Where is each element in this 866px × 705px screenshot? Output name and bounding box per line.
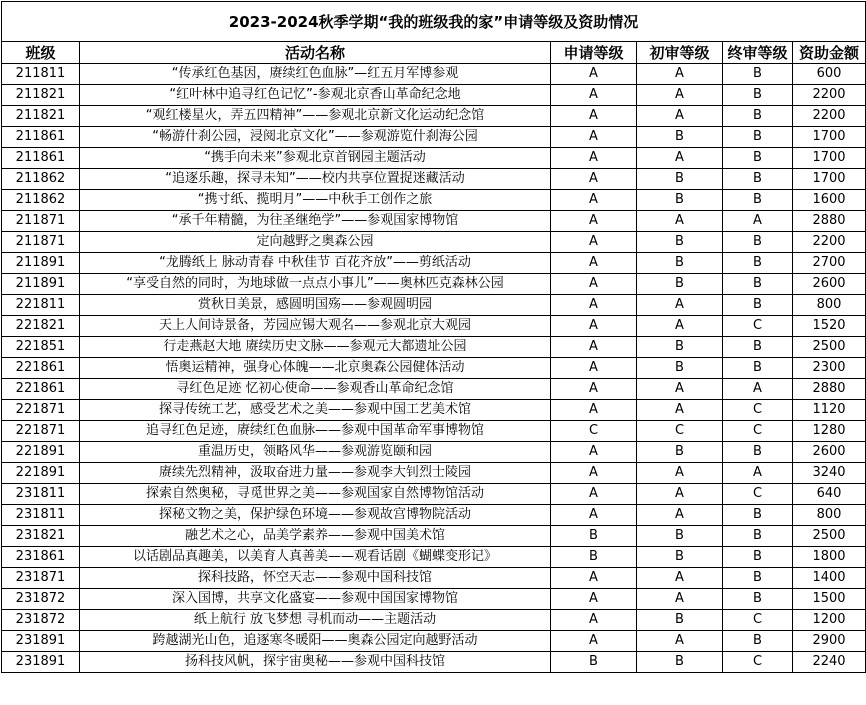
cell-final-review-level[interactable]: B xyxy=(723,442,793,463)
cell-apply-level[interactable]: A xyxy=(551,211,637,232)
cell-funding-amount[interactable]: 2600 xyxy=(793,442,866,463)
cell-first-review-level[interactable]: B xyxy=(637,127,723,148)
table-row xyxy=(2,190,866,211)
cell-apply-level[interactable]: A xyxy=(551,295,637,316)
cell-apply-level[interactable]: A xyxy=(551,127,637,148)
cell-class[interactable]: 231861 xyxy=(2,547,80,568)
cell-class[interactable]: 231872 xyxy=(2,610,80,631)
cell-final-review-level[interactable]: A xyxy=(723,379,793,400)
cell-first-review-level[interactable]: A xyxy=(637,631,723,652)
cell-funding-amount[interactable]: 2900 xyxy=(793,631,866,652)
cell-funding-amount[interactable]: 600 xyxy=(793,64,866,85)
table-row xyxy=(2,148,866,169)
cell-final-review-level[interactable]: B xyxy=(723,505,793,526)
cell-first-review-level[interactable]: C xyxy=(637,421,723,442)
cell-apply-level[interactable]: A xyxy=(551,274,637,295)
cell-final-review-level[interactable]: A xyxy=(723,211,793,232)
cell-activity-name[interactable]: “传承红色基因，赓续红色血脉”—红五月军博参观 xyxy=(80,64,551,85)
cell-funding-amount[interactable]: 2200 xyxy=(793,106,866,127)
cell-final-review-level[interactable]: B xyxy=(723,337,793,358)
cell-first-review-level[interactable]: B xyxy=(637,526,723,547)
cell-class[interactable]: 211891 xyxy=(2,274,80,295)
cell-apply-level[interactable]: B xyxy=(551,526,637,547)
cell-funding-amount[interactable]: 1400 xyxy=(793,568,866,589)
cell-first-review-level[interactable]: A xyxy=(637,64,723,85)
cell-final-review-level[interactable]: B xyxy=(723,547,793,568)
cell-final-review-level[interactable]: B xyxy=(723,106,793,127)
cell-apply-level[interactable]: A xyxy=(551,610,637,631)
cell-first-review-level[interactable]: A xyxy=(637,316,723,337)
cell-final-review-level[interactable]: C xyxy=(723,610,793,631)
table-row xyxy=(2,568,866,589)
cell-final-review-level[interactable]: C xyxy=(723,400,793,421)
cell-activity-name[interactable]: 探秘文物之美，保护绿色环境——参观故宫博物院活动 xyxy=(80,505,551,526)
cell-class[interactable]: 221861 xyxy=(2,358,80,379)
cell-class[interactable]: 211862 xyxy=(2,169,80,190)
cell-funding-amount[interactable]: 1700 xyxy=(793,127,866,148)
table-row xyxy=(2,106,866,127)
cell-class[interactable]: 211871 xyxy=(2,232,80,253)
table-row xyxy=(2,442,866,463)
cell-activity-name[interactable]: 定向越野之奥森公园 xyxy=(80,232,551,253)
cell-first-review-level[interactable]: B xyxy=(637,274,723,295)
table-row xyxy=(2,295,866,316)
cell-final-review-level[interactable]: B xyxy=(723,631,793,652)
cell-apply-level[interactable]: A xyxy=(551,232,637,253)
cell-final-review-level[interactable]: B xyxy=(723,568,793,589)
cell-first-review-level[interactable]: A xyxy=(637,295,723,316)
cell-first-review-level[interactable]: B xyxy=(637,169,723,190)
cell-apply-level[interactable]: A xyxy=(551,442,637,463)
cell-final-review-level[interactable]: C xyxy=(723,652,793,673)
cell-class[interactable]: 211862 xyxy=(2,190,80,211)
cell-first-review-level[interactable]: B xyxy=(637,547,723,568)
table-row xyxy=(2,484,866,505)
cell-first-review-level[interactable]: A xyxy=(637,505,723,526)
cell-activity-name[interactable]: 以话剧品真趣美，以美育人真善美——观看话剧《蝴蝶变形记》 xyxy=(80,547,551,568)
cell-activity-name[interactable]: 扬科技风帆，探宇宙奥秘——参观中国科技馆 xyxy=(80,652,551,673)
cell-activity-name[interactable]: “追逐乐趣，探寻未知”——校内共享位置捉迷藏活动 xyxy=(80,169,551,190)
cell-funding-amount[interactable]: 1280 xyxy=(793,421,866,442)
cell-funding-amount[interactable]: 1700 xyxy=(793,148,866,169)
cell-funding-amount[interactable]: 2240 xyxy=(793,652,866,673)
table-row xyxy=(2,211,866,232)
table-row xyxy=(2,64,866,85)
cell-funding-amount[interactable]: 1500 xyxy=(793,589,866,610)
cell-activity-name[interactable]: “龙腾纸上 脉动青春 中秋佳节 百花齐放”——剪纸活动 xyxy=(80,253,551,274)
cell-activity-name[interactable]: 跨越湖光山色，追逐寒冬暖阳——奥森公园定向越野活动 xyxy=(80,631,551,652)
cell-first-review-level[interactable]: B xyxy=(637,442,723,463)
cell-activity-name[interactable]: 探寻传统工艺，感受艺术之美——参观中国工艺美术馆 xyxy=(80,400,551,421)
header-apply-level[interactable]: 申请等级 xyxy=(551,42,637,64)
table-row xyxy=(2,316,866,337)
cell-apply-level[interactable]: A xyxy=(551,316,637,337)
cell-funding-amount[interactable]: 1600 xyxy=(793,190,866,211)
cell-apply-level[interactable]: A xyxy=(551,64,637,85)
cell-funding-amount[interactable]: 2500 xyxy=(793,337,866,358)
cell-class[interactable]: 231821 xyxy=(2,526,80,547)
cell-activity-name[interactable]: 赓续先烈精神，汲取奋进力量——参观李大钊烈士陵园 xyxy=(80,463,551,484)
cell-funding-amount[interactable]: 1700 xyxy=(793,169,866,190)
cell-final-review-level[interactable]: B xyxy=(723,253,793,274)
cell-apply-level[interactable]: A xyxy=(551,148,637,169)
cell-activity-name[interactable]: 行走燕赵大地 赓续历史文脉——参观元大都遗址公园 xyxy=(80,337,551,358)
cell-activity-name[interactable]: “享受自然的同时，为地球做一点点小事儿”——奥林匹克森林公园 xyxy=(80,274,551,295)
table-row xyxy=(2,85,866,106)
cell-activity-name[interactable]: 追寻红色足迹，赓续红色血脉——参观中国革命军事博物馆 xyxy=(80,421,551,442)
cell-activity-name[interactable]: 赏秋日美景，感圆明国殇——参观圆明园 xyxy=(80,295,551,316)
table-row xyxy=(2,400,866,421)
cell-first-review-level[interactable]: B xyxy=(637,253,723,274)
cell-first-review-level[interactable]: B xyxy=(637,190,723,211)
cell-class[interactable]: 211821 xyxy=(2,106,80,127)
cell-apply-level[interactable]: A xyxy=(551,505,637,526)
table-row xyxy=(2,169,866,190)
cell-final-review-level[interactable]: B xyxy=(723,85,793,106)
cell-apply-level[interactable]: A xyxy=(551,169,637,190)
table-row xyxy=(2,253,866,274)
cell-final-review-level[interactable]: A xyxy=(723,463,793,484)
cell-final-review-level[interactable]: C xyxy=(723,421,793,442)
cell-first-review-level[interactable]: A xyxy=(637,568,723,589)
cell-apply-level[interactable]: A xyxy=(551,337,637,358)
cell-class[interactable]: 211871 xyxy=(2,211,80,232)
cell-class[interactable]: 221891 xyxy=(2,442,80,463)
cell-funding-amount[interactable]: 2300 xyxy=(793,358,866,379)
cell-first-review-level[interactable]: A xyxy=(637,106,723,127)
cell-first-review-level[interactable]: A xyxy=(637,400,723,421)
cell-final-review-level[interactable]: B xyxy=(723,148,793,169)
cell-apply-level[interactable]: C xyxy=(551,421,637,442)
cell-funding-amount[interactable]: 2880 xyxy=(793,211,866,232)
cell-final-review-level[interactable]: B xyxy=(723,64,793,85)
cell-final-review-level[interactable]: C xyxy=(723,316,793,337)
header-row xyxy=(2,42,866,64)
cell-apply-level[interactable]: A xyxy=(551,358,637,379)
funding-table xyxy=(1,1,866,673)
cell-class[interactable]: 231872 xyxy=(2,589,80,610)
table-row xyxy=(2,610,866,631)
header-class[interactable]: 班级 xyxy=(2,42,80,64)
cell-activity-name[interactable]: 融艺术之心，品美学素养——参观中国美术馆 xyxy=(80,526,551,547)
cell-funding-amount[interactable]: 2200 xyxy=(793,85,866,106)
cell-first-review-level[interactable]: A xyxy=(637,85,723,106)
cell-apply-level[interactable]: A xyxy=(551,484,637,505)
cell-activity-name[interactable]: “红叶林中追寻红色记忆”-参观北京香山革命纪念地 xyxy=(80,85,551,106)
cell-funding-amount[interactable]: 2200 xyxy=(793,232,866,253)
cell-class[interactable]: 221871 xyxy=(2,421,80,442)
cell-funding-amount[interactable]: 2500 xyxy=(793,526,866,547)
cell-activity-name[interactable]: 深入国博，共享文化盛宴——参观中国国家博物馆 xyxy=(80,589,551,610)
cell-activity-name[interactable]: “携寸纸、揽明月”——中秋手工创作之旅 xyxy=(80,190,551,211)
table-row xyxy=(2,232,866,253)
cell-final-review-level[interactable]: B xyxy=(723,127,793,148)
cell-apply-level[interactable]: A xyxy=(551,568,637,589)
table-row xyxy=(2,526,866,547)
table-row xyxy=(2,652,866,673)
cell-class[interactable]: 221811 xyxy=(2,295,80,316)
table-row xyxy=(2,274,866,295)
cell-activity-name[interactable]: “畅游什刹公园，浸阅北京文化”——参观游览什刹海公园 xyxy=(80,127,551,148)
cell-funding-amount[interactable]: 640 xyxy=(793,484,866,505)
cell-apply-level[interactable]: B xyxy=(551,547,637,568)
cell-apply-level[interactable]: A xyxy=(551,379,637,400)
cell-funding-amount[interactable]: 800 xyxy=(793,295,866,316)
cell-final-review-level[interactable]: B xyxy=(723,274,793,295)
cell-apply-level[interactable]: A xyxy=(551,85,637,106)
cell-class[interactable]: 211811 xyxy=(2,64,80,85)
cell-first-review-level[interactable]: A xyxy=(637,463,723,484)
cell-class[interactable]: 211861 xyxy=(2,148,80,169)
cell-first-review-level[interactable]: B xyxy=(637,232,723,253)
table-row xyxy=(2,589,866,610)
cell-funding-amount[interactable]: 2700 xyxy=(793,253,866,274)
cell-final-review-level[interactable]: B xyxy=(723,232,793,253)
cell-class[interactable]: 231871 xyxy=(2,568,80,589)
cell-class[interactable]: 211891 xyxy=(2,253,80,274)
cell-funding-amount[interactable]: 1120 xyxy=(793,400,866,421)
cell-activity-name[interactable]: “观红楼星火，弄五四精神”——参观北京新文化运动纪念馆 xyxy=(80,106,551,127)
cell-activity-name[interactable]: 探科技路，怀空天志——参观中国科技馆 xyxy=(80,568,551,589)
header-final-review-level[interactable]: 终审等级 xyxy=(723,42,793,64)
cell-first-review-level[interactable]: B xyxy=(637,358,723,379)
cell-apply-level[interactable]: A xyxy=(551,463,637,484)
table-row xyxy=(2,358,866,379)
cell-apply-level[interactable]: A xyxy=(551,631,637,652)
cell-final-review-level[interactable]: B xyxy=(723,169,793,190)
cell-first-review-level[interactable]: A xyxy=(637,379,723,400)
cell-apply-level[interactable]: A xyxy=(551,190,637,211)
table-row xyxy=(2,631,866,652)
cell-apply-level[interactable]: B xyxy=(551,652,637,673)
title-row xyxy=(2,2,866,42)
cell-activity-name[interactable]: “携手向未来”参观北京首钢园主题活动 xyxy=(80,148,551,169)
cell-class[interactable]: 231891 xyxy=(2,631,80,652)
cell-class[interactable]: 221871 xyxy=(2,400,80,421)
cell-class[interactable]: 231811 xyxy=(2,484,80,505)
cell-final-review-level[interactable]: C xyxy=(723,484,793,505)
cell-activity-name[interactable]: 探索自然奥秘，寻觅世界之美——参观国家自然博物馆活动 xyxy=(80,484,551,505)
cell-first-review-level[interactable]: B xyxy=(637,610,723,631)
cell-class[interactable]: 221821 xyxy=(2,316,80,337)
cell-activity-name[interactable]: 重温历史，领略风华——参观游览颐和园 xyxy=(80,442,551,463)
table-row xyxy=(2,547,866,568)
cell-activity-name[interactable]: “承千年精髓，为往圣继绝学”——参观国家博物馆 xyxy=(80,211,551,232)
cell-first-review-level[interactable]: B xyxy=(637,652,723,673)
cell-class[interactable]: 221851 xyxy=(2,337,80,358)
cell-class[interactable]: 221891 xyxy=(2,463,80,484)
cell-first-review-level[interactable]: A xyxy=(637,589,723,610)
header-funding-amount[interactable]: 资助金额 xyxy=(793,42,866,64)
cell-activity-name[interactable]: 纸上航行 放飞梦想 寻机而动——主题活动 xyxy=(80,610,551,631)
table-row xyxy=(2,337,866,358)
cell-activity-name[interactable]: 天上人间诗景备，芳园应锡大观名——参观北京大观园 xyxy=(80,316,551,337)
cell-class[interactable]: 211861 xyxy=(2,127,80,148)
cell-first-review-level[interactable]: A xyxy=(637,211,723,232)
cell-funding-amount[interactable]: 1200 xyxy=(793,610,866,631)
cell-class[interactable]: 231811 xyxy=(2,505,80,526)
table-row xyxy=(2,463,866,484)
header-activity-name[interactable]: 活动名称 xyxy=(80,42,551,64)
cell-final-review-level[interactable]: B xyxy=(723,526,793,547)
cell-final-review-level[interactable]: B xyxy=(723,295,793,316)
cell-final-review-level[interactable]: B xyxy=(723,190,793,211)
table-row xyxy=(2,421,866,442)
cell-first-review-level[interactable]: B xyxy=(637,337,723,358)
cell-apply-level[interactable]: A xyxy=(551,400,637,421)
cell-apply-level[interactable]: A xyxy=(551,253,637,274)
table-row xyxy=(2,505,866,526)
table-row xyxy=(2,379,866,400)
cell-final-review-level[interactable]: B xyxy=(723,358,793,379)
cell-activity-name[interactable]: 悟奥运精神，强身心体魄——北京奥森公园健体活动 xyxy=(80,358,551,379)
cell-apply-level[interactable]: A xyxy=(551,589,637,610)
cell-activity-name[interactable]: 寻红色足迹 忆初心使命——参观香山革命纪念馆 xyxy=(80,379,551,400)
cell-class[interactable]: 231891 xyxy=(2,652,80,673)
cell-funding-amount[interactable]: 2880 xyxy=(793,379,866,400)
cell-funding-amount[interactable]: 3240 xyxy=(793,463,866,484)
cell-first-review-level[interactable]: A xyxy=(637,484,723,505)
table-row xyxy=(2,127,866,148)
header-first-review-level[interactable]: 初审等级 xyxy=(637,42,723,64)
cell-funding-amount[interactable]: 1800 xyxy=(793,547,866,568)
cell-final-review-level[interactable]: B xyxy=(723,589,793,610)
cell-class[interactable]: 221861 xyxy=(2,379,80,400)
cell-funding-amount[interactable]: 1520 xyxy=(793,316,866,337)
cell-first-review-level[interactable]: A xyxy=(637,148,723,169)
cell-funding-amount[interactable]: 2600 xyxy=(793,274,866,295)
cell-class[interactable]: 211821 xyxy=(2,85,80,106)
table-title[interactable]: 2023-2024秋季学期“我的班级我的家”申请等级及资助情况 xyxy=(2,2,866,42)
cell-apply-level[interactable]: A xyxy=(551,106,637,127)
cell-funding-amount[interactable]: 800 xyxy=(793,505,866,526)
